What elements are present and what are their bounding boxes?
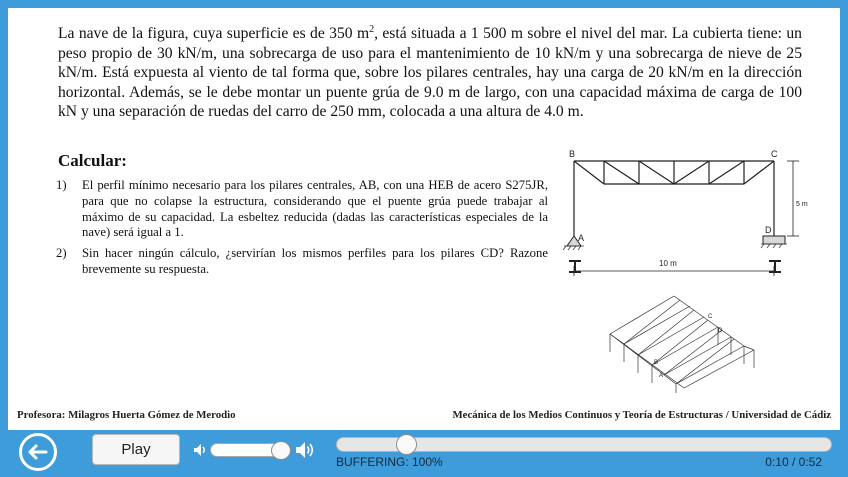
seek-bar-handle[interactable] xyxy=(396,434,417,455)
height-label: 5 m xyxy=(796,201,808,208)
question-text: Sin hacer ningún cálculo, ¿servirían los mismos perfiles para los pilares CD? Razone brevemente su respuesta. xyxy=(82,246,548,276)
iso-label-D: D xyxy=(718,328,723,334)
volume-high-icon[interactable] xyxy=(294,439,316,461)
slide xyxy=(8,8,840,430)
question-text: El perfil mínimo necesario para los pilares centrales, AB, con una HEB de acero S275JR, para que no colapse la estructura, considerando que el puente grúa puede trabajar al máximo de su capacidad. La esbeltez reducida (dadas las características especiales de la nave) será igual a 1. xyxy=(82,178,548,240)
problem-statement xyxy=(58,24,802,122)
iso-label-A: A xyxy=(659,373,664,379)
label-D: D xyxy=(765,225,772,235)
footer-course: Mecánica de los Medios Continuos y Teoría de Estructuras / Universidad de Cádiz xyxy=(452,409,831,421)
volume-low-icon[interactable] xyxy=(192,442,208,458)
problem-text-part1: La nave de la figura, cuya superficie es de 350 m xyxy=(58,25,370,42)
play-button[interactable]: Play xyxy=(92,434,180,465)
question-number: 2) xyxy=(56,246,67,260)
question-number: 1) xyxy=(56,178,67,192)
time-display: 0:10 / 0:52 xyxy=(765,455,822,469)
iso-label-C: C xyxy=(708,314,713,320)
label-C: C xyxy=(771,149,778,159)
label-B: B xyxy=(569,149,576,159)
width-label: 10 m xyxy=(659,259,677,268)
iso-label-B: B xyxy=(654,360,659,366)
volume-slider-handle[interactable] xyxy=(271,441,291,460)
label-A: A xyxy=(578,233,585,243)
back-arrow-icon xyxy=(22,436,54,468)
question-2 xyxy=(56,246,548,278)
buffering-status: BUFFERING: 100% xyxy=(336,455,443,469)
portal-frame-diagram xyxy=(554,144,814,286)
back-button[interactable] xyxy=(19,433,57,471)
problem-text-part2: , está situada a 1 500 m sobre el nivel del mar. La cubierta tiene: un peso propio de 30 kN/m, una sobrecarga de uso para el mantenimiento de 10 kN/m y una sobrecarga de nieve de 25 kN/m. Está expuesta al viento de tal forma que, sobre los pilares centrales, hay una carga de 20 kN/m en la dirección horizontal. Además, se le debe montar un puente grúa de 9.0 m de largo, con una capacidad máxima de carga de 100 kN y una separación de ruedas del carro de 250 mm, colocada a una altura de 4.0 m. xyxy=(58,25,802,121)
question-1 xyxy=(56,178,548,241)
calc-heading: Calcular: xyxy=(58,151,127,170)
footer-professor: Profesora: Milagros Huerta Gómez de Merodio xyxy=(17,409,236,421)
isometric-structure-diagram xyxy=(604,292,768,394)
superscript-2: 2 xyxy=(369,23,375,35)
